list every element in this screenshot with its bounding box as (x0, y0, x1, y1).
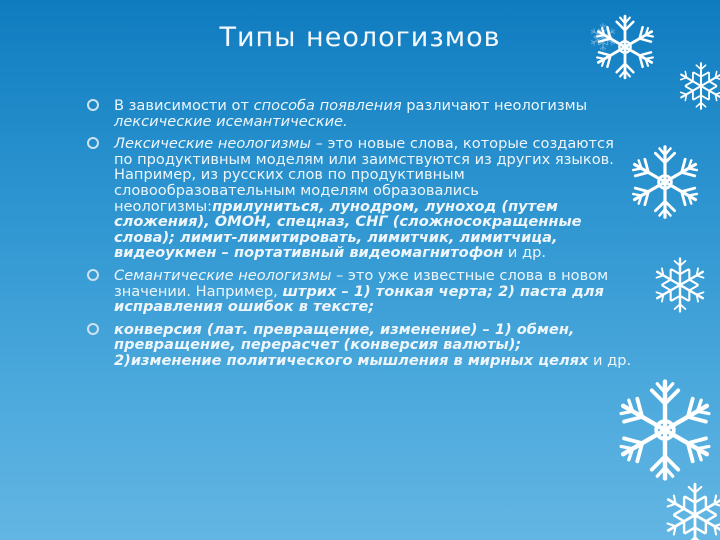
text: и др. (588, 351, 632, 369)
examples-bold-italic: штрих – 1) тонкая черта; 2) паста для исправления ошибок в тексте; (114, 282, 604, 316)
snowflake-icon (675, 60, 720, 112)
term-italic: Семантические неологизмы (114, 266, 332, 284)
text: и др. (503, 244, 547, 262)
text: различают неологизмы (401, 97, 588, 114)
list-item (87, 268, 632, 315)
list-item (87, 98, 632, 129)
slide-title: Типы неологизмов (219, 22, 501, 53)
bullet-ring-icon (87, 269, 99, 281)
examples-bold-italic: прилуниться, лунодром, луноход (путем сложения), ОМОН, спецназ, СНГ (сложносокращенные слова); лимит-лимитировать, лимитчик, лимитчица, видеоукмен – портативный видеомагнитофон (114, 197, 582, 262)
term-italic: Лексические неологизмы (114, 135, 311, 153)
bullet-ring-icon (87, 137, 99, 149)
snowflake-icon (660, 480, 720, 540)
snowflake-icon (625, 142, 705, 222)
list-item (87, 322, 632, 369)
examples-bold-italic: конверсия (лат. превращение, изменение) – 1) обмен, превращение, перерасчет (конверсия валюты); 2)изменение политического мышления в мирных целях (114, 320, 589, 369)
bullet-list (87, 98, 632, 376)
list-item (87, 136, 632, 261)
bullet-ring-icon (87, 99, 99, 111)
text: – это новые слова, которые создаются по продуктивным моделям или заимствуются из других языков. Например, из русских слов по продуктивным словообразовательным моделям образовались неологизмы: (114, 135, 614, 215)
snowflake-icon (650, 255, 710, 315)
text-italic: способа появления (253, 97, 402, 114)
bullet-ring-icon (87, 323, 99, 335)
text-italic: лексические исемантические. (114, 112, 348, 130)
snowflake-icon (610, 375, 720, 485)
text: – это уже известные слова в новом значении. Например, (114, 266, 609, 300)
text: В зависимости от (114, 97, 254, 114)
